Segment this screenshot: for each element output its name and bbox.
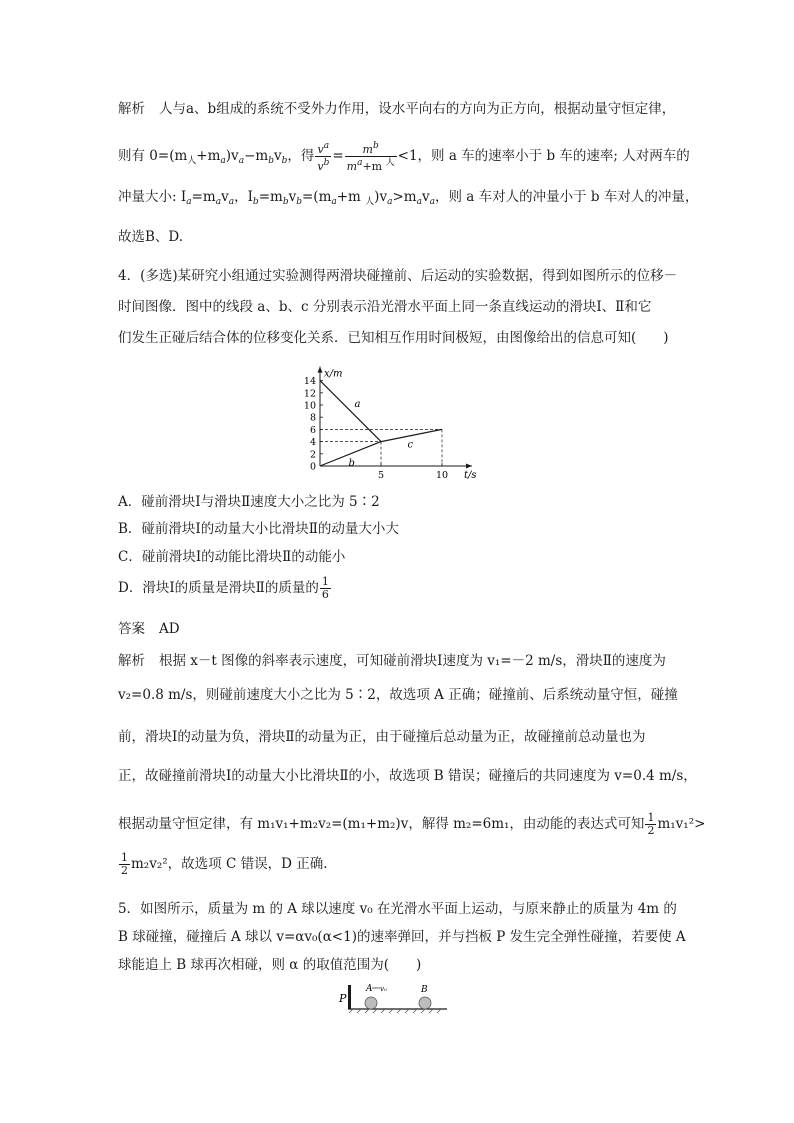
series-label-b: b [348, 457, 355, 469]
y-tick-label: 0 [309, 461, 316, 473]
x-tick-label: 10 [435, 470, 449, 481]
q4-option-c: C．碰前滑块Ⅰ的动能比滑块Ⅱ的动能小 [118, 549, 346, 565]
collision-figure [335, 980, 455, 1016]
y-tick-label: 8 [309, 412, 316, 424]
answer-value: AD [159, 621, 180, 637]
q4-analysis-line-6: $\frac{1}{2}$ m₂v₂²，故选项 C 错误，D 正确. [121, 851, 328, 877]
y-tick-label: 6 [309, 424, 316, 436]
q4-stem-line-1: 4．(多选)某研究小组通过实验测得两滑块碰撞前、后运动的实验数据，得到如图所示的位移－ [118, 268, 678, 284]
q3-analysis-line-3: 冲量大小: $I_a=m_av_a$，$I_b=m_bv_b=(m_a+m$ $_人)v_a>m_av_a$，则 a 车对人的冲量小于 b 车对人的冲量， [118, 189, 699, 207]
y-tick-label: 10 [303, 400, 316, 412]
analysis-label: 解析 [118, 653, 145, 669]
q4-option-b: B．碰前滑块Ⅰ的动量大小比滑块Ⅱ的动量大小大 [118, 521, 399, 537]
y-tick-label: 14 [303, 376, 316, 388]
ball-b [419, 997, 431, 1009]
series-label-a: a [354, 399, 361, 411]
q5-stem-line-2: B 球碰撞，碰撞后 A 球以 v=αv₀(α<1)的速率弹回，并与挡板 P 发生完全弹性碰撞，若要使 A [118, 929, 686, 945]
answer-label: 答案 [118, 621, 145, 637]
q3-analysis-line-1: 解析 人与a、b组成的系统不受外力作用，设水平向右的方向为正方向，根据动量守恒定律， [118, 101, 676, 117]
ball-a-label: A [366, 984, 373, 994]
y-axis-label: x/m [324, 368, 343, 380]
velocity-ratio-fraction: $\frac{v^a}{v^b}$ [317, 141, 330, 173]
series-label-c: c [407, 439, 414, 451]
q4-analysis-line-5: 根据动量守恒定律，有 m₁v₁+m₂v₂=(m₁+m₂)v，解得 m₂=6m₁，由动能的表达式可知 $\frac{1}{2}$ m₁v₁²> [118, 811, 706, 837]
option-d-fraction: $\frac{1}{6}$ [321, 575, 329, 601]
q4-answer [118, 620, 180, 638]
series-line-a [320, 381, 381, 442]
wall-p [348, 985, 351, 1009]
q4-analysis-line-4: 正，故碰撞前滑块Ⅰ的动量大小比滑块Ⅱ的小，故选项 B 错误；碰撞后的共同速度为 v=0.4 m/s， [118, 768, 697, 784]
q4-stem-line-3: 们发生正碰后结合体的位移变化关系．已知相互作用时间极短，由图像给出的信息可知( ) [118, 330, 669, 346]
q3-analysis-line-4: 故选B、D. [118, 229, 184, 245]
y-tick-label: 4 [309, 437, 316, 449]
q5-stem-line-1: 5．如图所示，质量为 m 的 A 球以速度 v₀ 在光滑水平面上运动，与原来静止的质量为 4m 的 [118, 901, 677, 917]
q3-analysis-line-2: 则有 $0=(m_人+m_a)v_a-m_bv_b$，得 $\frac{v^a}{v^b}$ = $\frac{m^b}{m^a+m ^人}$ <1，则 a 车的速率小于 b 车的速率; 人对两车的 [118, 141, 690, 173]
q4-option-d: D．滑块Ⅰ的质量是滑块Ⅱ的质量的 $\frac{1}{6}$ [118, 575, 329, 601]
q4-option-a: A．碰前滑块Ⅰ与滑块Ⅱ速度大小之比为 5∶2 [118, 494, 380, 510]
wall-label-p: P [339, 992, 347, 1005]
q4-stem-line-2: 时间图像．图中的线段 a、b、c 分别表示沿光滑水平面上同一条直线运动的滑块Ⅰ、Ⅱ和它 [118, 299, 652, 315]
mass-ratio-fraction: $\frac{m^b}{m^a+m ^人}$ [346, 141, 395, 173]
x-tick-label: 5 [377, 470, 385, 481]
y-axis-arrow [318, 367, 323, 373]
analysis-label: 解析 [118, 101, 145, 117]
q5-stem-line-3: 球能追上 B 球再次相碰，则 α 的取值范围为( ) [118, 957, 422, 973]
q4-analysis-line-2: v₂=0.8 m/s，则碰前速度大小之比为 5∶2，故选项 A 正确；碰撞前、后系统动量守恒，碰撞 [118, 687, 678, 703]
x-axis-arrow [466, 464, 472, 469]
half-fraction: $\frac{1}{2}$ [121, 851, 128, 877]
q4-analysis-line-3: 前，滑块Ⅰ的动量为负，滑块Ⅱ的动量为正，由于碰撞后总动量为正，故碰撞前总动量也为 [118, 729, 646, 745]
ball-a [365, 997, 377, 1009]
ball-b-label: B [421, 985, 428, 995]
q4-analysis-line-1: 解析 根据 x－t 图像的斜率表示速度，可知碰前滑块Ⅰ速度为 v₁=－2 m/s，滑块Ⅱ的速度为 [118, 653, 666, 669]
x-axis-label: t/s [464, 470, 477, 481]
displacement-time-chart [290, 352, 500, 488]
y-tick-label: 12 [303, 388, 316, 400]
velocity-label: v₀ [380, 985, 387, 993]
y-tick-label: 2 [309, 449, 316, 461]
half-fraction: $\frac{1}{2}$ [647, 811, 655, 837]
